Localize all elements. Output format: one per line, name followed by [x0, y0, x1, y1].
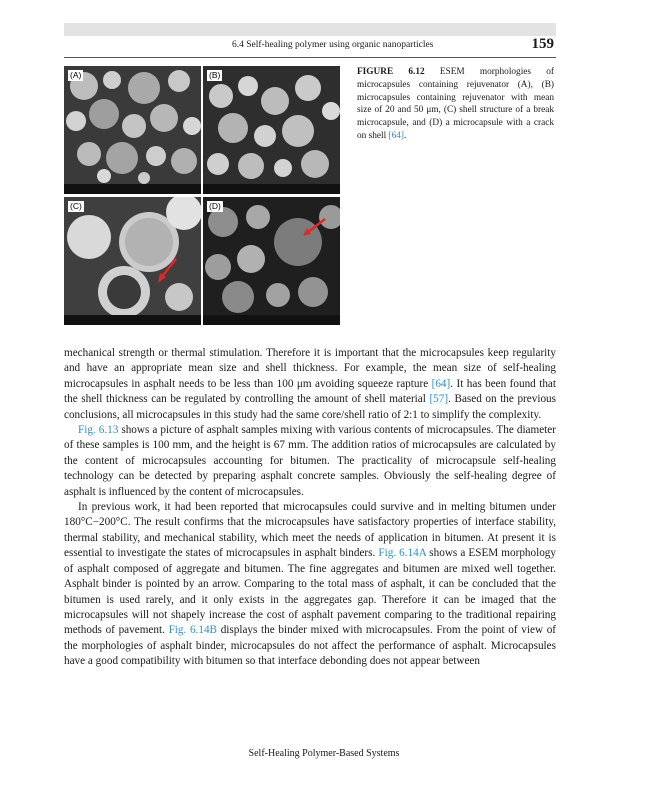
running-title: 6.4 Self-healing polymer using organic nanoparticles: [232, 40, 434, 50]
citation-link[interactable]: [64]: [431, 377, 451, 390]
text-run: . It has been found that the shell thickness can be regulated by controlling the amount of shell material: [64, 377, 556, 406]
figure-link[interactable]: Fig. 6.13: [78, 424, 119, 437]
figure-link[interactable]: Fig. 6.14A: [378, 547, 427, 560]
running-head: [64, 37, 556, 58]
text-run: mechanical strength or thermal stimulation. Therefore it is important that the microcapsules keep regularity and have an appropriate mean size and shell thickness. For example, the mean size of self-healing microcapsules in asphalt needs to be less than 100 μm avoiding squeeze rapture: [64, 347, 556, 390]
text-run: shows a ESEM morphology of asphalt composed of aggregate and bitumen. The fine aggregates and bitumen are mixed well together. Asphalt binder is pointed by an arrow. Comparing to the total mass of asphalt, it can be concluded that the bitumen is used rarely, and it only exists in the aggregates gap. Therefore it can be imaged that the microcapsules will not shapely increase the cost of asphalt pavement comparing to the traditional repairing methods of pavement.: [64, 547, 556, 637]
header-bar: [64, 23, 556, 36]
figure-label: FIGURE 6.12: [357, 67, 425, 77]
text-run: . Based on the previous conclusions, all microcapsules in this study had the same core/shell ratio of 2:1 to simplify the complexity.: [64, 393, 556, 421]
citation-link[interactable]: [57]: [429, 393, 449, 406]
sem-image-c: [64, 197, 201, 325]
citation-link[interactable]: [64]: [388, 130, 405, 141]
figure-panel-d: [203, 197, 340, 325]
caption-end: .: [404, 130, 407, 141]
page-footer: Self-Healing Polymer-Based Systems: [248, 748, 400, 759]
caption-text: ESEM morphologies of microcapsules containing rejuvenator (A), (B) microcapsules containing rejuvenator with mean size of 20 and 50 μm, (C) shell structure of a break microcapsule, and (D) a microcapsule with a crack on shell: [357, 67, 554, 141]
panel-label-b: (B): [209, 70, 221, 80]
paragraph: [64, 346, 556, 423]
text-run: displays the binder mixed with microcapsules. From the point of view of the morphologies of asphalt binder, microcapsules do not affect the performance of asphalt. Microcapsules have a good compatibility with bitumen so that interface debonding does not appear between: [64, 624, 557, 668]
panel-label-d: (D): [209, 201, 221, 211]
figure-link[interactable]: Fig. 6.14B: [168, 624, 218, 637]
scale-bar: [203, 184, 340, 194]
scale-bar: [203, 315, 340, 325]
paragraph: [64, 500, 556, 669]
body-text: [64, 346, 556, 670]
text-run: In previous work, it had been reported that microcapsules could survive and in melting bitumen under 180°C−200°C. The result confirms that the microcapsules have satisfactory properties of interface stability, thermal stability, and mechanical stability, which meet the needs of application in bitumen. At present it is essential to investigate the states of microcapsules in asphalt binders.: [64, 501, 556, 560]
text-run: shows a picture of asphalt samples mixing with various contents of microcapsules. The diameter of these samples is 100 mm, and the height is 67 mm. The addition ratios of microcapsules are calculated by the content of microcapsules accounting for bitumen. The practicality of microcapsule self-healing technology can be detected by preparing asphalt concrete samples. Obviously the self-healing degree of asphalt is influenced by the content of microcapsules.: [64, 424, 556, 498]
sem-image-d: [203, 197, 340, 325]
figure-caption: [357, 66, 554, 143]
figure-panel-c: [64, 197, 201, 325]
sem-image-b: [203, 66, 340, 194]
scale-bar: [64, 184, 201, 194]
paragraph: [64, 423, 556, 500]
page-number: 159: [531, 36, 554, 52]
panel-label-a: (A): [70, 70, 82, 80]
figure-panel-a: [64, 66, 201, 194]
figure-panel-b: [203, 66, 340, 194]
sem-image-a: [64, 66, 201, 194]
scale-bar: [64, 315, 201, 325]
panel-label-c: (C): [70, 201, 82, 211]
